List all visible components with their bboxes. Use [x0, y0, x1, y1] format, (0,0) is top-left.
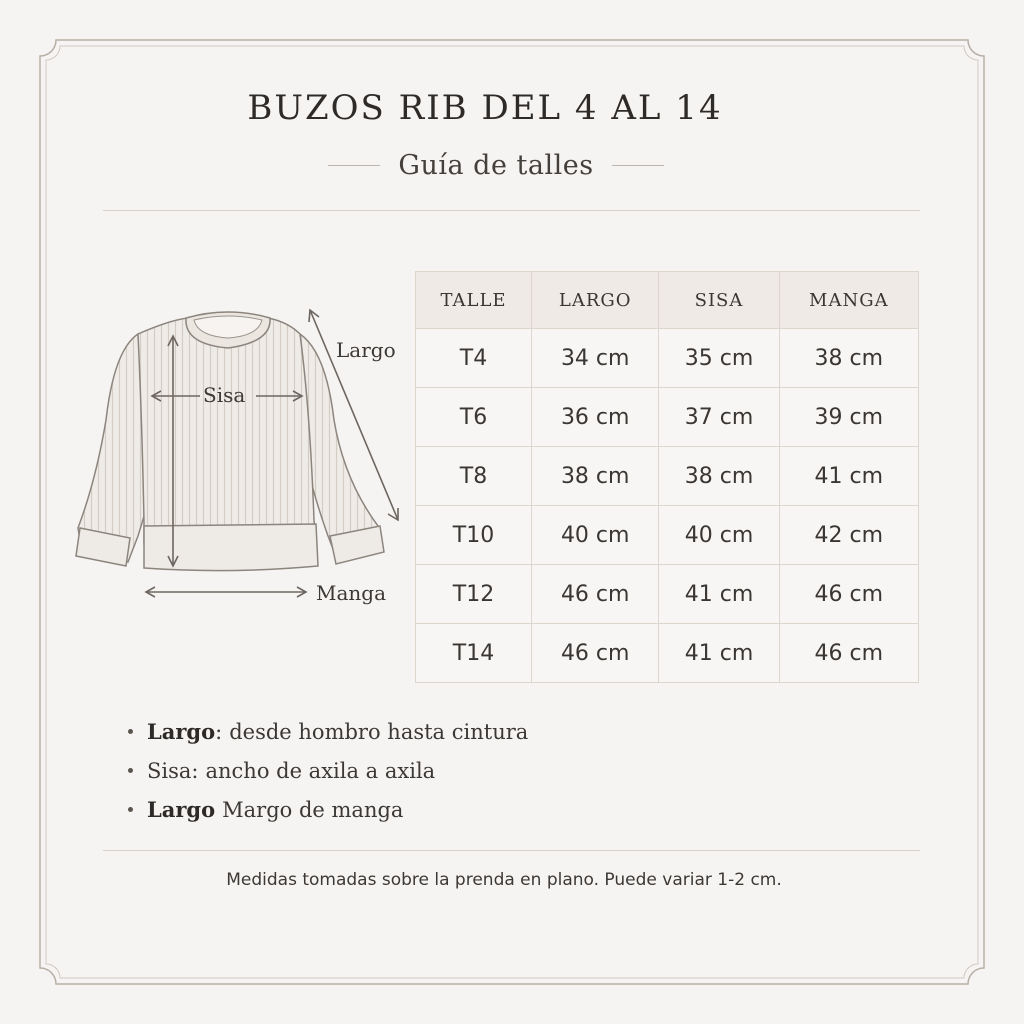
note-separator: : — [191, 758, 199, 783]
measurement-notes — [128, 712, 528, 829]
cell-manga: 46 cm — [779, 565, 918, 624]
cell-largo: 36 cm — [532, 388, 659, 447]
cell-manga: 38 cm — [779, 329, 918, 388]
note-term: Largo — [147, 797, 216, 822]
note-item — [128, 712, 528, 751]
bottom-divider — [103, 850, 920, 851]
cell-largo: 38 cm — [532, 447, 659, 506]
col-header-largo: LARGO — [532, 272, 659, 329]
note-item — [128, 751, 528, 790]
cell-talle: T8 — [416, 447, 532, 506]
label-manga: Manga — [316, 581, 387, 605]
table-header-row — [416, 272, 919, 329]
subtitle-rule-right — [612, 165, 664, 166]
sweater-hem — [144, 524, 318, 571]
bullet-icon — [128, 768, 133, 773]
cell-talle: T6 — [416, 388, 532, 447]
cell-sisa: 37 cm — [659, 388, 779, 447]
bullet-icon — [128, 729, 133, 734]
cell-largo: 34 cm — [532, 329, 659, 388]
col-header-manga: MANGA — [779, 272, 918, 329]
cell-largo: 46 cm — [532, 565, 659, 624]
page-subtitle: Guía de talles — [398, 150, 594, 181]
cell-sisa: 35 cm — [659, 329, 779, 388]
manga-arrow — [146, 587, 306, 597]
cell-largo: 46 cm — [532, 624, 659, 683]
table-row — [416, 624, 919, 683]
cell-talle: T12 — [416, 565, 532, 624]
size-table — [415, 271, 919, 683]
cell-talle: T14 — [416, 624, 532, 683]
table-row — [416, 329, 919, 388]
label-largo: Largo — [336, 338, 396, 362]
col-header-talle: TALLE — [416, 272, 532, 329]
cell-manga: 41 cm — [779, 447, 918, 506]
cell-sisa: 38 cm — [659, 447, 779, 506]
note-term: Largo — [147, 719, 216, 744]
table-row — [416, 388, 919, 447]
cell-talle: T4 — [416, 329, 532, 388]
cell-manga: 39 cm — [779, 388, 918, 447]
footer-note: Medidas tomadas sobre la prenda en plano. Puede variar 1-2 cm. — [226, 870, 782, 890]
table-row — [416, 565, 919, 624]
cell-sisa: 41 cm — [659, 624, 779, 683]
note-text: ancho de axila a axila — [205, 758, 436, 783]
page-title: BUZOS RIB DEL 4 AL 14 — [247, 88, 723, 128]
bullet-icon — [128, 807, 133, 812]
cell-sisa: 41 cm — [659, 565, 779, 624]
cell-manga: 46 cm — [779, 624, 918, 683]
cell-manga: 42 cm — [779, 506, 918, 565]
note-separator: : — [215, 719, 223, 744]
note-item — [128, 790, 528, 829]
subtitle-rule-left — [328, 165, 380, 166]
cell-talle: T10 — [416, 506, 532, 565]
note-term: Sisa — [147, 758, 192, 783]
note-text: desde hombro hasta cintura — [229, 719, 529, 744]
subtitle-row — [0, 150, 992, 181]
cell-largo: 40 cm — [532, 506, 659, 565]
table-row — [416, 447, 919, 506]
sweater-body — [138, 318, 316, 544]
label-sisa: Sisa — [203, 383, 246, 407]
top-divider — [103, 210, 920, 211]
table-row — [416, 506, 919, 565]
cell-sisa: 40 cm — [659, 506, 779, 565]
note-text: Margo de manga — [222, 797, 404, 822]
col-header-sisa: SISA — [659, 272, 779, 329]
